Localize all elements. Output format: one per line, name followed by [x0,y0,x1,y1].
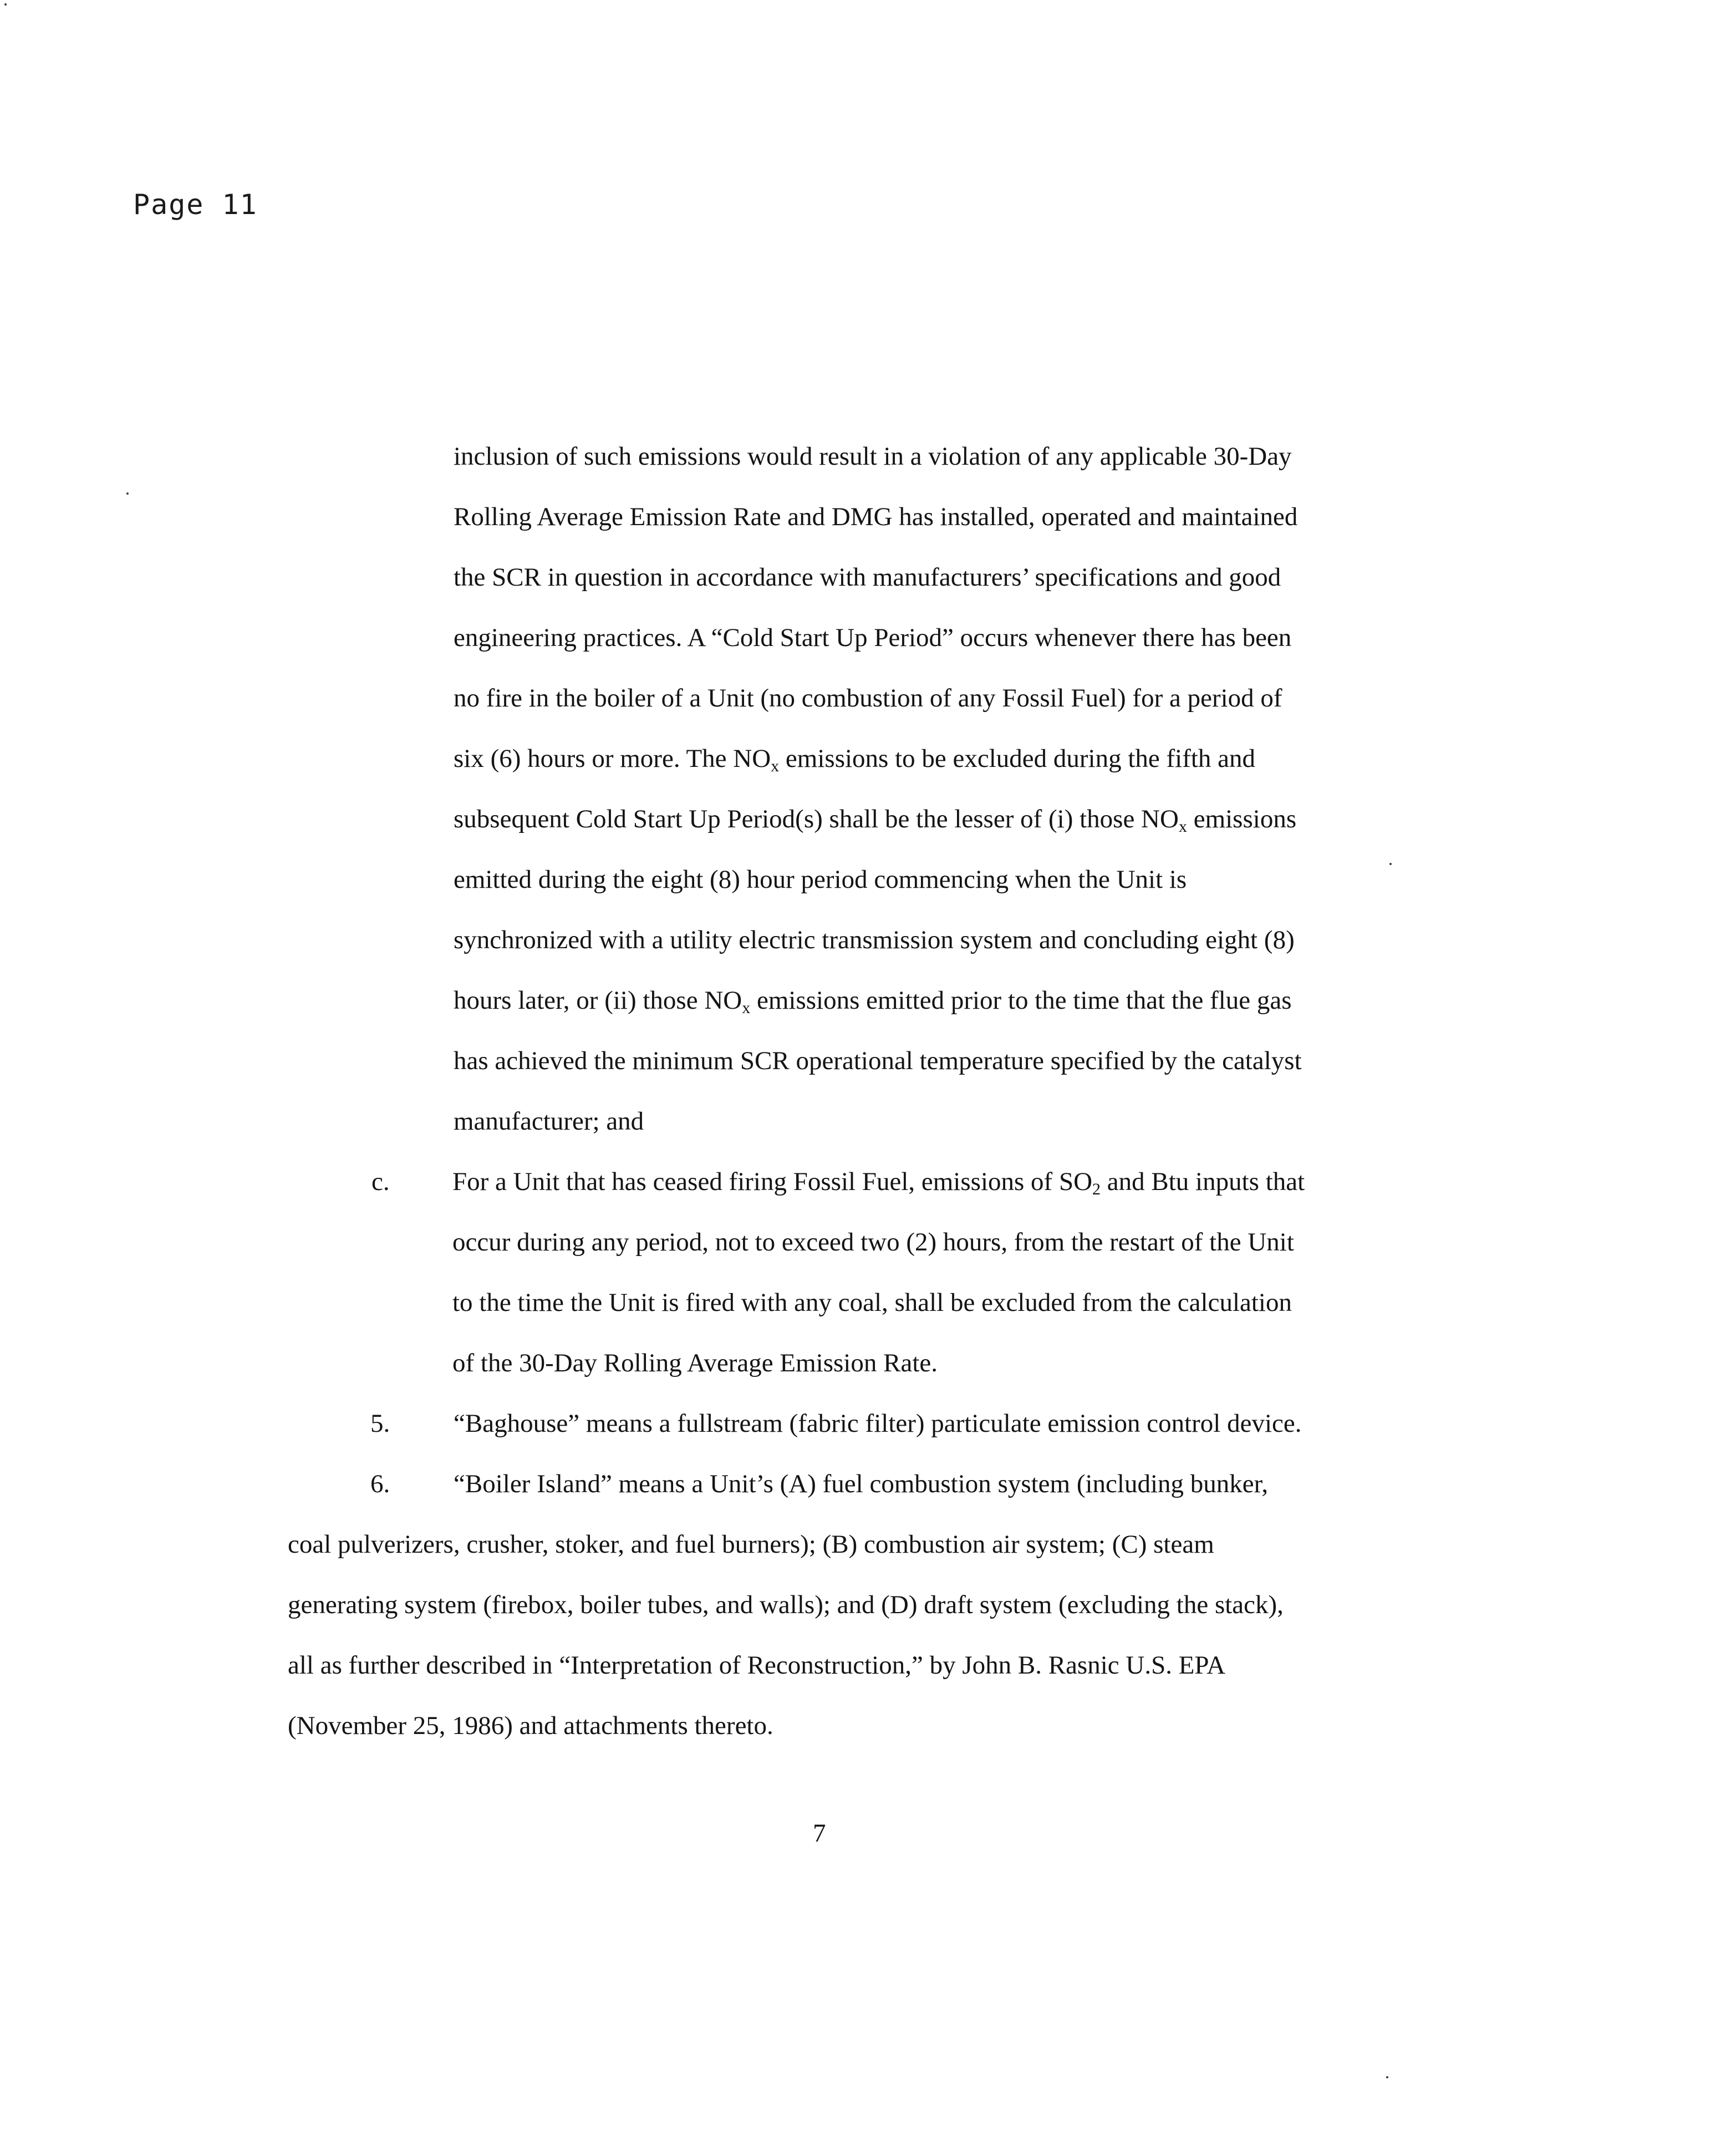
body-line [454,744,1256,775]
body-line: the SCR in question in accordance with manufacturers’ specifications and good [454,563,1281,592]
body-line: manufacturer; and [454,1107,644,1136]
paragraph-number-5: 5. [370,1409,390,1438]
page-number: 7 [813,1819,826,1848]
list-marker-c: c. [371,1167,390,1196]
body-line: no fire in the boiler of a Unit (no combustion of any Fossil Fuel) for a period of [454,684,1282,713]
body-line: emitted during the eight (8) hour period commencing when the Unit is [454,865,1187,894]
body-line: has achieved the minimum SCR operational temperature specified by the catalyst [454,1046,1302,1075]
body-line: of the 30-Day Rolling Average Emission Rate. [452,1349,938,1377]
body-line: all as further described in “Interpretation of Reconstruction,” by John B. Rasnic U.S. EPA [288,1651,1226,1680]
body-line: coal pulverizers, crusher, stoker, and fuel burners); (B) combustion air system; (C) steam [288,1530,1214,1559]
subscript: x [1178,817,1187,836]
body-line [454,805,1297,836]
body-line: Rolling Average Emission Rate and DMG has installed, operated and maintained [454,502,1298,531]
body-line [454,986,1292,1017]
text-run: hours later, or (ii) those NO [454,986,742,1015]
body-line: “Boiler Island” means a Unit’s (A) fuel combustion system (including bunker, [454,1469,1269,1498]
body-line: engineering practices. A “Cold Start Up Period” occurs whenever there has been [454,623,1292,652]
text-run: and Btu inputs that [1101,1167,1305,1196]
subscript: 2 [1092,1180,1101,1198]
paragraph-number-6: 6. [370,1469,390,1498]
body-line: to the time the Unit is fired with any coal, shall be excluded from the calculation [452,1288,1292,1317]
body-line [452,1167,1305,1198]
body-line: inclusion of such emissions would result in a violation of any applicable 30-Day [454,442,1292,471]
body-line: occur during any period, not to exceed two (2) hours, from the restart of the Unit [452,1228,1294,1257]
body-line: synchronized with a utility electric transmission system and concluding eight (8) [454,926,1295,954]
body-line: (November 25, 1986) and attachments thereto. [288,1711,773,1740]
scan-speck [1386,2076,1388,2078]
scan-speck [4,3,7,6]
scan-speck [1389,863,1392,865]
body-line: “Baghouse” means a fullstream (fabric filter) particulate emission control device. [454,1409,1302,1438]
body-line: generating system (firebox, boiler tubes, and walls); and (D) draft system (excluding the stack), [288,1590,1284,1619]
text-run: emissions emitted prior to the time that the flue gas [750,986,1292,1015]
scan-speck [126,492,129,495]
subscript: x [771,757,780,775]
page-header-label: Page 11 [133,189,258,221]
text-run: emissions to be excluded during the fifth and [779,744,1256,773]
text-run: For a Unit that has ceased firing Fossil Fuel, emissions of SO [452,1167,1093,1196]
subscript: x [742,999,751,1017]
text-run: emissions [1187,805,1297,833]
text-run: subsequent Cold Start Up Period(s) shall be the lesser of (i) those NO [454,805,1179,833]
text-run: six (6) hours or more. The NO [454,744,771,773]
